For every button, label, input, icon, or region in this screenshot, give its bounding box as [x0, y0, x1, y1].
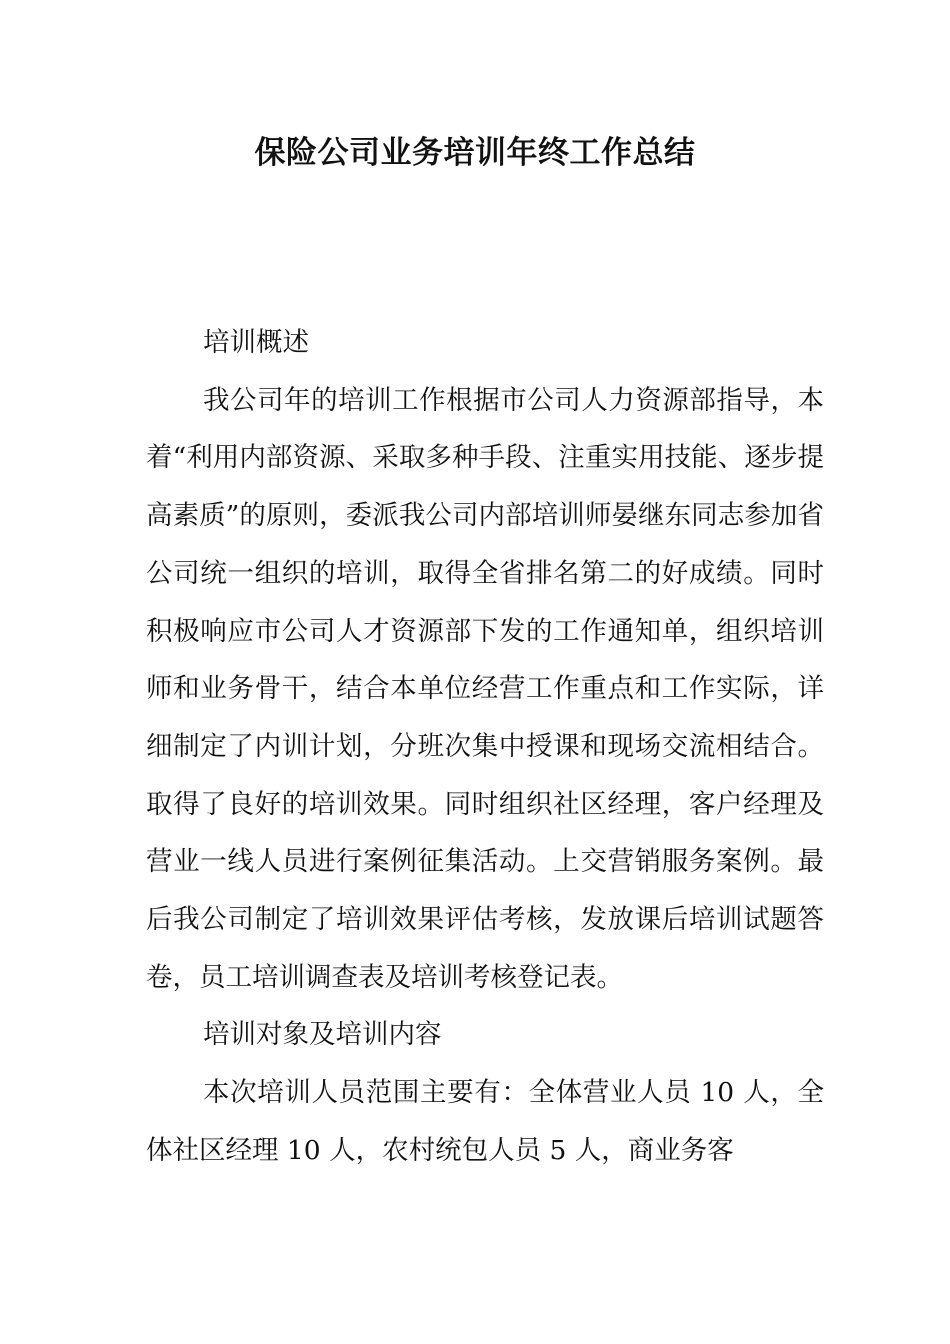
section-heading-overview: 培训概述 [202, 327, 309, 358]
paragraph-overview: 我公司年的培训工作根据市公司人力资源部指导，本着“利用内部资源、采取多种手段、注重实用技能、逐步提高素质”的原则，委派我公司内部培训师晏继东同志参加省公司统一组织的培训，取得全省排名第二的好成绩。同时积极响应市公司人才资源部下发的工作通知单，组织培训师和业务骨干，结合本单位经营工作重点和工作实际，详细制定了内训计划，分班次集中授课和现场交流相结合。取得了良好的培训效果。同时组织社区经理，客户经理及营业一线人员进行案例征集活动。上交营销服务案例。最后我公司制定了培训效果评估考核，发放课后培训试题答卷，员工培训调查表及培训考核登记表。 [146, 384, 824, 993]
document-title: 保险公司业务培训年终工作总结 [254, 135, 696, 171]
document-body [146, 314, 824, 1180]
section-heading-targets-content: 培训对象及培训内容 [202, 1019, 442, 1051]
paragraph-targets-content: 本次培训人员范围主要有：全体营业人员 10 人，全体社区经理 10 人，农村统包人员 5 人，商业务客 [146, 1077, 824, 1166]
